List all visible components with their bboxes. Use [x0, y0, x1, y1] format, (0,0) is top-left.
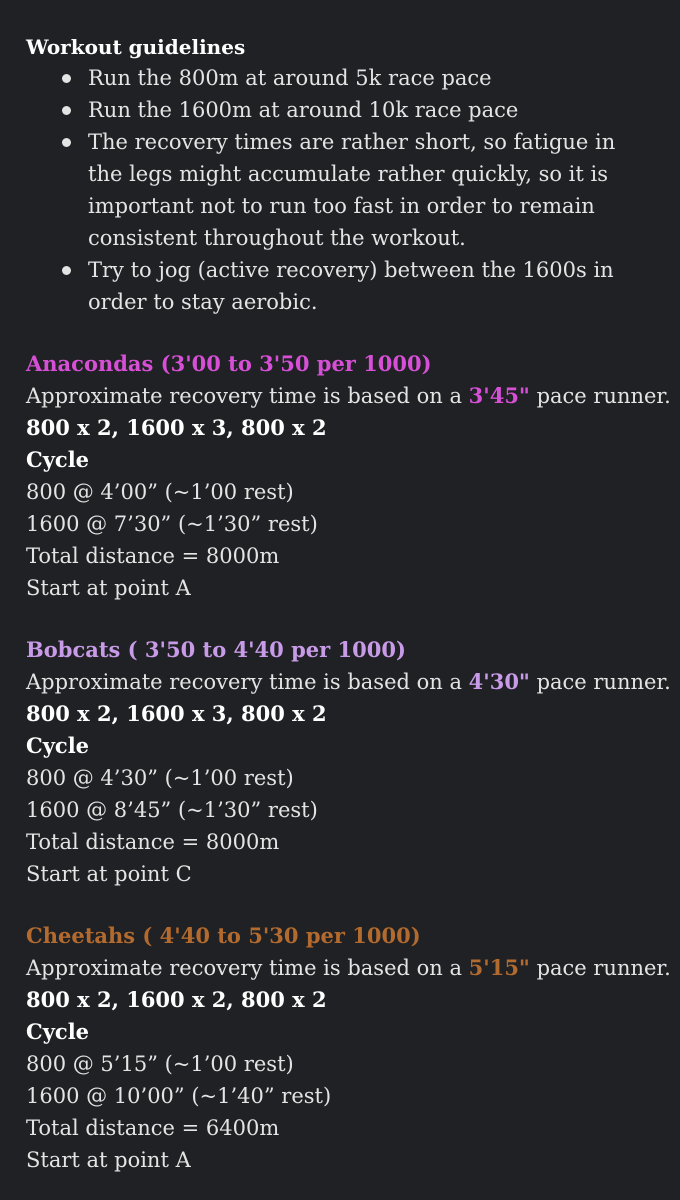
section-anacondas	[26, 348, 680, 604]
bullet-icon	[62, 106, 71, 115]
guideline-item: Run the 1600m at around 10k race pace	[62, 94, 628, 126]
sets-line: 800 x 2, 1600 x 2, 800 x 2	[26, 987, 327, 1012]
bullet-icon	[62, 266, 71, 275]
sets-line: 800 x 2, 1600 x 3, 800 x 2	[26, 701, 327, 726]
cycle-800: 800 @ 5’15” (~1’00 rest)	[26, 1052, 294, 1076]
total-distance: Total distance = 8000m	[26, 544, 280, 568]
pace-value: 3'45"	[468, 383, 530, 408]
cycle-800: 800 @ 4’30” (~1’00 rest)	[26, 766, 294, 790]
start-point: Start at point A	[26, 1148, 191, 1172]
cycle-label: Cycle	[26, 447, 90, 472]
section-title: Anacondas (3'00 to 3'50 per 1000)	[26, 351, 432, 376]
section-cheetahs	[26, 920, 680, 1176]
total-distance: Total distance = 6400m	[26, 1116, 280, 1140]
total-distance: Total distance = 8000m	[26, 830, 280, 854]
cycle-label: Cycle	[26, 733, 90, 758]
recovery-note: Approximate recovery time is based on a 5'15" pace runner.	[26, 955, 671, 980]
cycle-800: 800 @ 4’00” (~1’00 rest)	[26, 480, 294, 504]
start-point: Start at point A	[26, 576, 191, 600]
guidelines-title: Workout guidelines	[26, 35, 246, 59]
cycle-1600: 1600 @ 10’00” (~1’40” rest)	[26, 1084, 332, 1108]
cycle-1600: 1600 @ 8’45” (~1’30” rest)	[26, 798, 318, 822]
guideline-item: Try to jog (active recovery) between the 1600s in order to stay aerobic.	[62, 254, 628, 318]
section-title: Cheetahs ( 4'40 to 5'30 per 1000)	[26, 923, 421, 948]
bullet-icon	[62, 138, 71, 147]
cycle-label: Cycle	[26, 1019, 90, 1044]
sets-line: 800 x 2, 1600 x 3, 800 x 2	[26, 415, 327, 440]
cycle-1600: 1600 @ 7’30” (~1’30” rest)	[26, 512, 318, 536]
section-bobcats	[26, 634, 680, 890]
guideline-item: Run the 800m at around 5k race pace	[62, 62, 628, 94]
bullet-icon	[62, 74, 71, 83]
recovery-note: Approximate recovery time is based on a 4'30" pace runner.	[26, 669, 671, 694]
section-title: Bobcats ( 3'50 to 4'40 per 1000)	[26, 637, 406, 662]
guideline-item: The recovery times are rather short, so fatigue in the legs might accumulate rather quickly, so it is important not to run too fast in order to remain consistent throughout the workout.	[62, 126, 628, 254]
pace-value: 5'15"	[468, 955, 530, 980]
guidelines-list	[26, 62, 680, 318]
start-point: Start at point C	[26, 862, 192, 886]
pace-value: 4'30"	[468, 669, 530, 694]
recovery-note: Approximate recovery time is based on a 3'45" pace runner.	[26, 383, 671, 408]
